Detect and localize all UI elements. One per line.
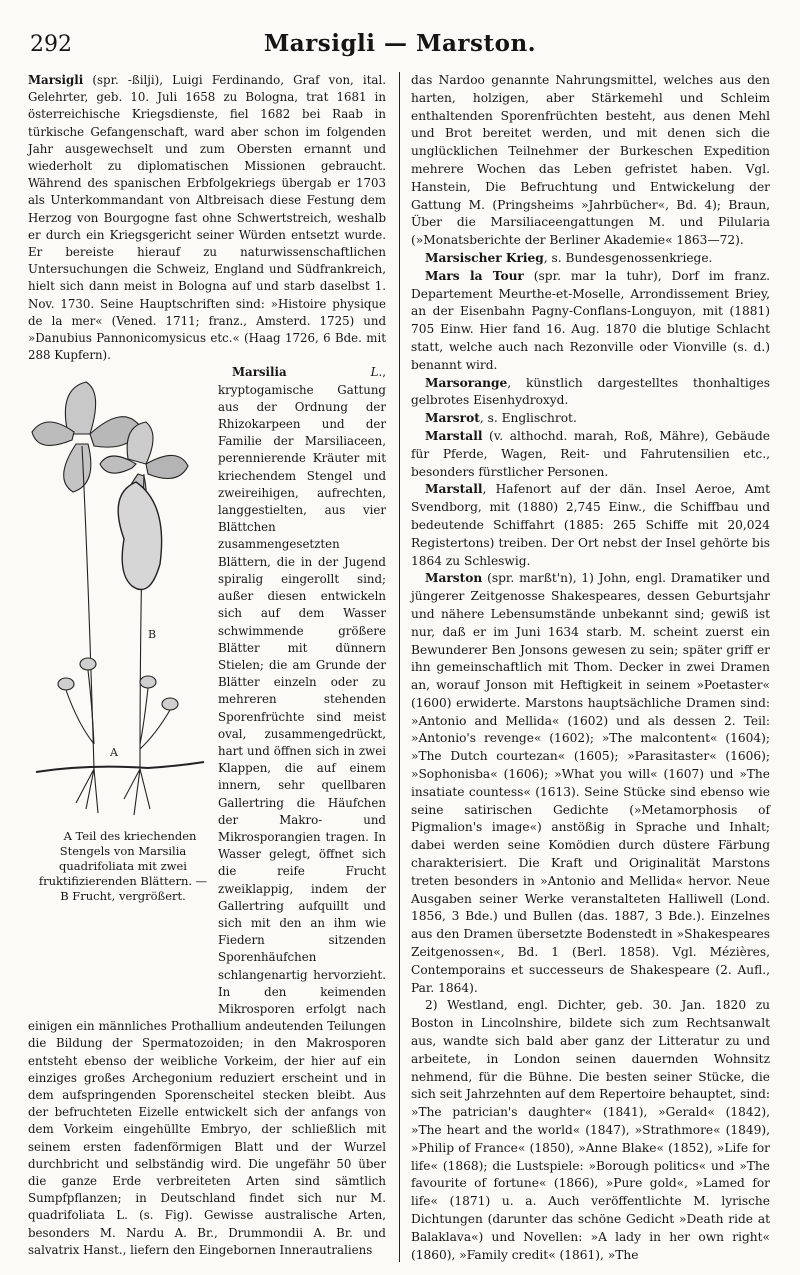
page-header (24, 28, 776, 64)
marsilia-figure (28, 364, 210, 1004)
entry-text: (spr. mar la tuhr), Dorf im franz. Departement Meurthe-et-Moselle, Arrondissement Briey, an der Eisenbahn Pagny-Conflans-Longuyon, mit (1881) 705 Einw. Hier fand 16. Aug. 1870 die blutige Schlacht statt, welche auch nach Rezonville oder Vionville (s. d.) benannt wird. (411, 268, 770, 372)
page-number: 292 (30, 32, 72, 57)
left-column (28, 72, 386, 1259)
entry-text: , Hafenort auf der dän. Insel Aeroe, Amt Svendborg, mit (1880) 2,745 Einw., die Schiffbau und bedeutende Schiffahrt (1885: 265 Schiffe mit 20,024 Registertons) treiben. Der Ort nebst der Insel gehörte bis 1864 zu Schleswig. (411, 482, 770, 568)
entry-marsigli (28, 72, 386, 364)
entry-text: , s. Englischrot. (479, 411, 577, 426)
entry-text: (spr. -ßilji), Luigi Ferdinando, Graf von, ital. Gelehrter, geb. 10. Juli 1658 zu Bologna, trat 1681 in österreichische Kriegsdienste, fiel 1682 bei Raab in türkische Gefangenschaft, ward aber schon im folgenden Jahr ausgewechselt und zum Obersten ernannt und wiederholt zu diplomatischen Missionen gebraucht. Während des spanischen Erbfolgekriegs übergab er 1703 als Unterkommandant von Altbreisach diese Festung dem Herzog von Bourgogne fast ohne Schwertstreich, weshalb er durch ein Kriegsgericht seiner Würden entsetzt wurde. Er bereiste hierauf zu naturwissenschaftlichen Untersuchungen die Schweiz, England und Südfrankreich, hielt sich dann meist in Bologna auf und starb daselbst 1. Nov. 1730. Seine Hauptschriften sind: »Histoire physique de la mer« (Vened. 1711; franz., Amsterd. 1725) und »Danubius Pannonicomysicus etc.« (Haag 1726, 6 Bde. mit 288 Kupfern). (28, 73, 386, 363)
entry-marstall-1 (411, 428, 770, 481)
right-column (411, 72, 770, 1264)
headword: Marsigli (28, 73, 84, 87)
headword: Marston (425, 571, 483, 586)
entry-text: (v. althochd. marah, Roß, Mähre), Gebäude für Pferde, Wagen, Reit- und Fahrutensilien etc., besonders fürstlicher Personen. (411, 428, 770, 479)
entry-text: , s. Bundesgenossenkriege. (543, 250, 713, 265)
headword: Marstall (425, 428, 483, 443)
entry-continuation: das Nardoo genannte Nahrungsmittel, welches aus den harten, holzigen, aber Stärkemehl und Schleim enthaltenden Sporenfrüchten besteht, aus denen Mehl und Brot bereitet werden, und mit denen sich die unglücklichen Teilnehmer der Burkeschen Expedition mehrere Wochen das Leben gefristet haben. Vgl. Hanstein, Die Befruchtung und Entwickelung der Gattung M. (Pringsheims »Jahrbücher«, Bd. 4); Braun, Über die Marsiliaceengattungen M. und Pilularia (»Monatsberichte der Berliner Akademie« 1863—72). (411, 73, 770, 248)
headword: Marstall (425, 482, 483, 497)
figure-label-b: B (148, 628, 157, 642)
entry-marston (411, 570, 770, 997)
headword: Mars la Tour (425, 268, 524, 283)
entry-text: , künstlich dargestelltes thonhaltiges gelbrotes Eisenhydroxyd. (411, 375, 770, 408)
headword: Marsilia (232, 365, 287, 380)
entry-marsilia (28, 364, 386, 1259)
entry-marston-westland: 2) Westland, engl. Dichter, geb. 30. Jan. 1820 zu Boston in Lincolnshire, bildete sich zum Rechtsanwalt aus, wandte sich bald aber ganz der Litteratur zu und arbeitete, in London seinen dauernden Wohnsitz nehmend, für die Bühne. Die besten seiner Stücke, die sich seit Jahrzehnten auf dem Repertoire behauptet, sind: »The patrician's daughter« (1841), »Gerald« (1842), »The heart and the world« (1847), »Strathmore« (1849), »Philip of France« (1850), »Anne Blake« (1852), »Life for life« (1868); die Lustspiele: »Borough politics« und »The favourite of fortune« (1866), »Pure gold«, »Lamed for life« (1871) u. a. Auch veröffentlichte M. lyrische Dichtungen (darunter das schöne Gedicht »Death ride at Balaklava«) und Novellen: »A lady in her own right« (1860), »Family credit« (1861), »The (411, 998, 770, 1262)
figure-label-a: A (110, 746, 118, 760)
figure-caption: A Teil des kriechenden Stengels von Marsilia quadrifoliata mit zwei fruktifizierenden Blättern. — B Frucht, vergrößert. (38, 829, 208, 904)
page-title: Marsigli — Marston. (263, 30, 537, 57)
entry-marstall-2 (411, 481, 770, 570)
headword: Marsrot (425, 411, 480, 426)
entry-mars-la-tour (411, 268, 770, 375)
entry-marsorange (411, 375, 770, 411)
entry-text: , kryptogamische Gattung aus der Ordnung der Rhizokarpeen und der Familie der Marsiliaceen, perennierende Kräuter mit kriechendem Stengel und zweireihigen, aufrechten, langgestielten, aus vier Blättchen zusammengesetzten Blättern, die in der Jugend spiralig eingerollt sind; außer diesen entwickeln sich auf dem Wasser schwimmende größere Blätter mit dünnern Stielen; die am Grunde der Blätter einzeln oder zu mehreren stehenden Sporenfrüchte sind meist oval, zusammengedrückt, hart und öffnen sich in zwei Klappen, die auf einem innern, sehr quellbaren Gallertring die Häufchen der Makro- und Mikrosporangien tragen. In Wasser gelegt, öffnet sich die reife Frucht zweiklappig, indem der Gallertring aufquillt und sich mit den an ihm wie Fiedern sitzenden Sporenhäufchen schlangenartig hervorzieht. In den keimenden Mikrosporen erfolgt nach einigen ein männliches Prothallium andeutenden Teilungen die Bildung der Spermatozoiden; in den Makrosporen entsteht ebenso der weibliche Vorkeim, der hier auf ein einziges großes Archegonium reduziert erscheint und in dem aufspringenden Sporenscheitel stecken bleibt. Aus der befruchteten Eizelle entwickelt sich der anfangs von dem Vorkeim eingehüllte Embryo, der schließlich mit seinem ersten fadenförmigen Blatt und der Wurzel durchbricht und selbständig wird. Die ungefähr 50 über die ganze Erde verbreiteten Arten sind sämtlich Sumpfpflanzen; in Deutschland findet sich nur M. quadrifoliata L. (s. Fig). Gewisse australische Arten, besonders M. Nardu A. Br., Drummondii A. Br. und salvatrix Hanst., liefern den Eingebornen Innerautraliens (28, 365, 386, 1257)
author-abbrev: L. (286, 365, 383, 380)
entry-text: (spr. marßt'n), 1) John, engl. Dramatiker und jüngerer Zeitgenosse Shakespeares, dessen Geburtsjahr und nähere Lebensumstände unbekannt sind; gewiß ist nur, daß er im Juni 1634 starb. M. scheint zuerst ein Bewunderer Ben Jonsons gewesen zu sein; später griff er ihn gemeinschaftlich mit Thom. Decker in zwei Dramen an, worauf Jonson mit Heftigkeit in seinem »Poetaster« (1600) erwiderte. Marstons hauptsächliche Dramen sind: »Antonio and Mellida« (1602) und als dessen 2. Teil: »Antonio's revenge« (1602); »The malcontent« (1604); »The Dutch courtezan« (1605); »Parasitaster« (1606); »Sophonisba« (1606); »What you will« (1607) und »The insatiate countess« (1613). Seine Stücke sind ebenso wie seine satirischen Gedichte (»Metamorphosis of Pigmalion's image«) anstößig in Sprache und Inhalt; dabei werden seine Komödien durch düstere Färbung charakterisiert. Die Kraft und Originalität Marstons treten besonders in »Antonio and Mellida« hervor. Neue Ausgaben seiner Werke veranstalteten Halliwell (Lond. 1856, 3 Bde.) und Bullen (das. 1887, 3 Bde.). Einzelnes aus den Dramen übersetzte Bodenstedt in »Shakespeares Zeitgenossen«, Bd. 1 (Berl. 1858). Vgl. Mézières, Contemporains et successeurs de Shakespeare (2. Aufl., Par. 1864). (411, 571, 770, 995)
headword: Marsischer Krieg (425, 250, 544, 265)
headword: Marsorange (425, 375, 508, 390)
marsilia-illustration (28, 364, 210, 824)
column-divider (399, 72, 400, 1262)
entry-marsischer-krieg (411, 250, 770, 268)
entry-marsrot (411, 410, 770, 428)
